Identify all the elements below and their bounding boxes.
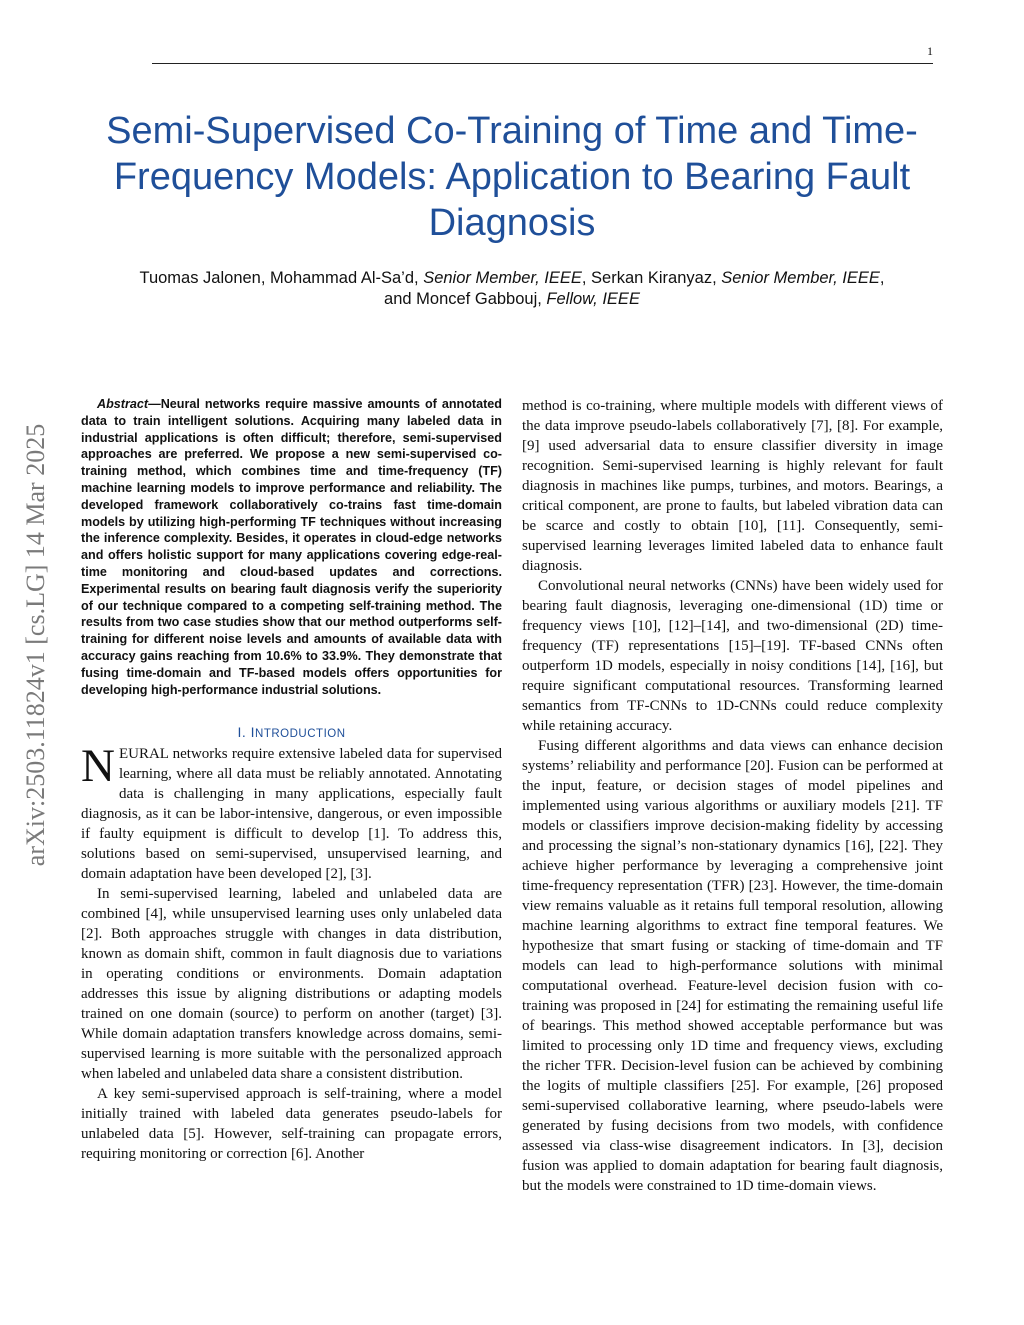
intro-paragraph-1-text: EURAL networks require extensive labeled data for supervised learning, where all data must be reliably annotated. Annotating data is challenging in many applications, especially fault diagnosis, as it can be labor-intensive, dangerous, or even impossible if faulty equipment is difficult to develop [1]. To address this, solutions based on semi-supervised, unsupervised learning, and domain adaptation have been developed [2], [3].: [81, 746, 502, 883]
page-number: 1: [927, 44, 933, 58]
intro-paragraph-1: [81, 740, 502, 884]
abstract-text: —Neural networks require massive amounts of annotated data to train intelligent solutions. Acquiring many labeled data in industrial applications is often difficult; therefore, semi-supervised approaches are preferred. We propose a new semi-supervised co-training method, which combines time and time-frequency (TF) machine learning models to improve performance and reliability. The developed framework collaboratively co-trains fast time-domain models by utilizing high-performing TF techniques without increasing the inference complexity. Besides, it operates in cloud-edge networks and offers holistic support for many applications covering edge-real-time monitoring and cloud-based updates and corrections. Experimental results on bearing fault diagnosis verify the superiority of our technique compared to a competing self-training method. The results from two case studies show that our method outperforms self-training for different noise levels and amounts of available data with accuracy gains reaching from 10.6% to 33.9%. They demonstrate that fusing time-domain and TF-based models offers opportunities for developing high-performance industrial solutions.: [81, 397, 502, 697]
author-role-3: Fellow, IEEE: [546, 290, 640, 308]
drop-cap-letter: N: [81, 740, 115, 793]
abstract-label: Abstract: [97, 397, 149, 411]
intro-paragraph-2: In semi-supervised learning, labeled and unlabeled data are combined [4], while unsupervised learning uses only unlabeled data [2]. Both approaches struggle with changes in data distribution, known as domain shift, common in fault diagnosis due to variations in operating conditions or environments. Domain adaptation addresses this issue by aligning distributions or adapting models trained on one domain (source) to perform on another (target) [3]. While domain adaptation transfers knowledge across domains, semi-supervised learning is more suitable with the personalized approach when labeled and unlabeled data share a consistent distribution.: [81, 886, 502, 1083]
section-heading-initial: I: [250, 724, 256, 741]
author-role-1: Senior Member, IEEE: [423, 269, 582, 287]
author-line-2: [80, 289, 944, 310]
paper-title: Semi-Supervised Co-Training of Time and Time-Frequency Models: Application to Bearing Fault Diagnosis: [106, 110, 918, 244]
author-separator: ,: [879, 269, 885, 287]
author-names-2: , Serkan Kiranyaz,: [581, 269, 722, 287]
author-names-1: Tuomas Jalonen, Mohammad Al-Sa’d,: [139, 269, 424, 287]
right-paragraph-1: method is co-training, where multiple models with different views of the data improve pseudo-labels collaboratively [7], [8]. For example, [9] used adversarial data to ensure classifier diversity in image recognition. Semi-supervised learning is highly relevant for fault diagnosis in machines like pumps, turbines, and motors. Bearings, a critical component, are prone to faults, but labeled vibration data can be scarce and costly to obtain [10], [11]. Consequently, semi-supervised learning leverages limited labeled data to enhance fault diagnosis.: [522, 398, 943, 574]
right-paragraph-2: Convolutional neural networks (CNNs) have been widely used for bearing fault diagnosis, leveraging one-dimensional (1D) time or frequency views [10], [12]–[14], and two-dimensional (2D) time-frequency (TF) representations [15]–[19]. TF-based CNNs often outperform 1D models, especially in noisy conditions [14], [16], but require significant computational resources. Transforming learned semantics from TF-CNNs to 1D-CNNs could reduce complexity while retaining accuracy.: [522, 578, 943, 734]
author-list: [80, 268, 944, 310]
right-paragraph-3: Fusing different algorithms and data views can enhance decision systems’ reliability and performance [20]. Fusion can be performed at the input, feature, or decision stages of model pipelines and implemented using various algorithms or auxiliary models [21]. TF models or classifiers improve decision-making fidelity by accessing and processing the signal’s non-stationary dynamics [16], [22]. They achieve higher performance by leveraging a comprehensive joint time-frequency representation (TFR) [23]. However, the time-domain view remains valuable as it retains full temporal resolution, allowing machine learning algorithms to extract fine temporal features. We hypothesize that smart fusing or stacking of time-domain and TF models can lead to high-performance solutions with minimal computational overhead. Feature-level decision fusion with co-training was proposed in [24] for estimating the remaining useful life of bearings. This method showed acceptable performance but was limited to processing only 1D time and frequency views, excluding the richer TFR. Decision-level fusion can be achieved by combining the logits of multiple classifiers [25]. For example, [26] proposed semi-supervised collaborative learning, where pseudo-labels were generated by fusing decisions from two models, with confidence assessed via class-wise disagreement indicators. In [3], decision fusion was applied to domain adaptation for bearing fault diagnosis, but the models were constrained to 1D time-domain views.: [522, 738, 943, 1194]
header-rule: [152, 63, 933, 64]
section-numeral: I.: [237, 724, 251, 741]
arxiv-identifier-stamp: arXiv:2503.11824v1 [cs.LG] 14 Mar 2025: [21, 423, 50, 867]
right-column: [522, 396, 943, 1196]
author-line-1: [80, 268, 944, 289]
abstract: [81, 396, 502, 698]
left-column: [81, 396, 502, 1164]
author-names-3: and Moncef Gabbouj,: [384, 290, 547, 308]
author-role-2: Senior Member, IEEE: [721, 269, 880, 287]
intro-paragraph-3: A key semi-supervised approach is self-training, where a model initially trained with labeled data generates pseudo-labels for unlabeled data [5]. However, self-training can propagate errors, requiring monitoring or correction [6]. Another: [81, 1086, 502, 1163]
section-heading-rest: NTRODUCTION: [255, 728, 346, 741]
section-heading-introduction: [81, 724, 502, 740]
